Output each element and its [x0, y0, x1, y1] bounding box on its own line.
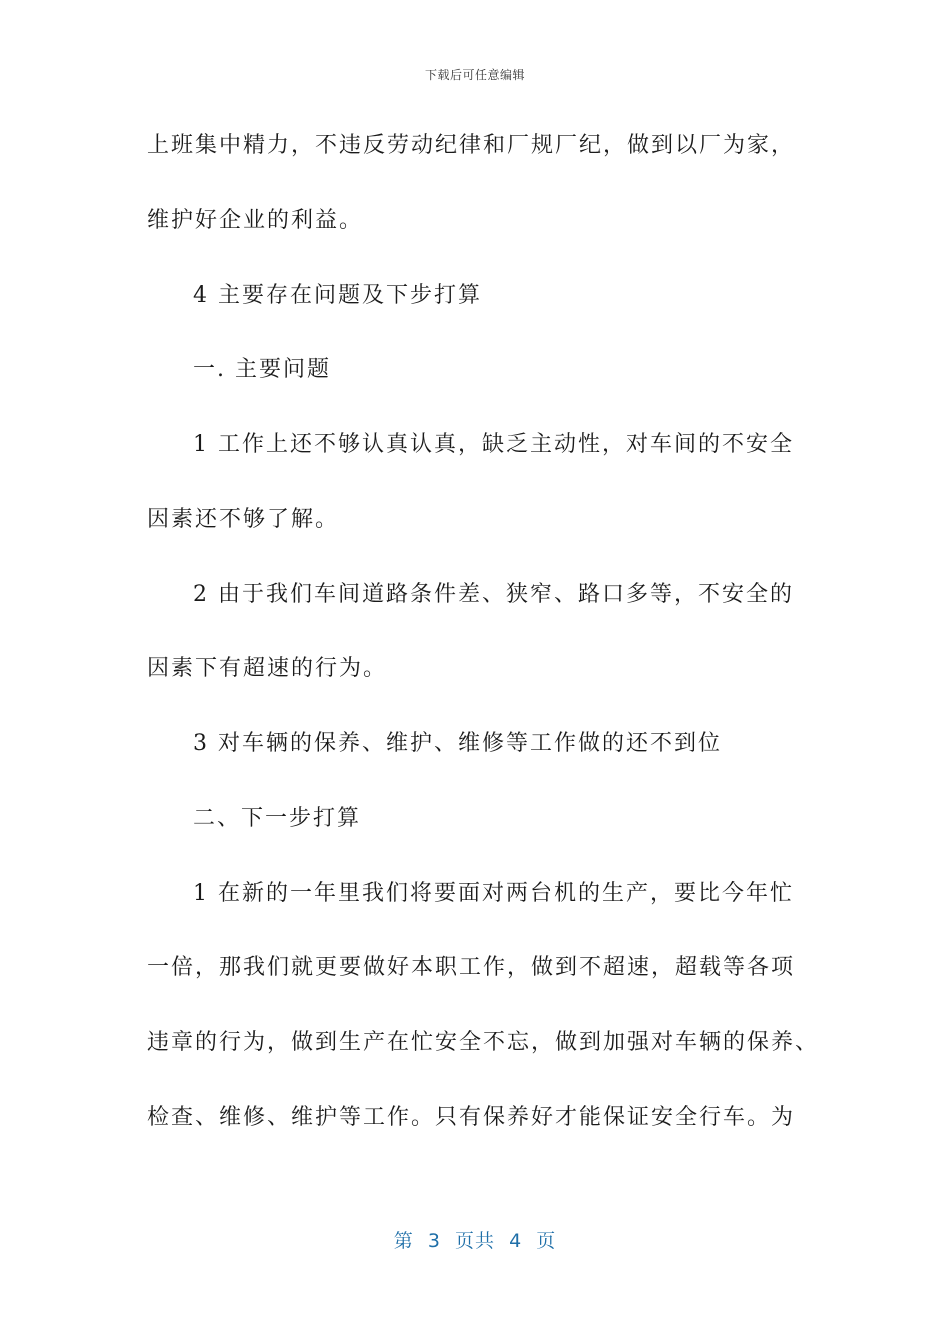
body-line-8: 因素下有超速的行为。: [147, 656, 388, 681]
section-heading-issues-and-plans: 4 主要存在问题及下步打算: [193, 283, 482, 308]
body-line-7: 2 由于我们车间道路条件差、狭窄、路口多等，不安全的: [193, 582, 794, 607]
subheading-main-issues: 一. 主要问题: [193, 357, 331, 382]
body-line-2: 维护好企业的利益。: [147, 208, 364, 233]
body-line-14: 检查、维修、维护等工作。只有保养好才能保证安全行车。为: [147, 1105, 796, 1130]
header-note: 下载后可任意编辑: [424, 68, 525, 82]
body-line-12: 一倍，那我们就更要做好本职工作，做到不超速，超载等各项: [147, 955, 796, 980]
body-line-5: 1 工作上还不够认真认真，缺乏主动性，对车间的不安全: [193, 432, 794, 457]
subheading-next-steps: 二、下一步打算: [193, 806, 362, 831]
body-line-1: 上班集中精力，不违反劳动纪律和厂规厂纪，做到以厂为家，: [147, 133, 796, 158]
body-line-9: 3 对车辆的保养、维护、维修等工作做的还不到位: [193, 731, 722, 756]
page-number: 第 3 页共 4 页: [393, 1230, 557, 1252]
body-line-13: 违章的行为，做到生产在忙安全不忘，做到加强对车辆的保养、: [147, 1030, 820, 1055]
body-line-11: 1 在新的一年里我们将要面对两台机的生产，要比今年忙: [193, 881, 794, 906]
body-line-6: 因素还不够了解。: [147, 507, 340, 532]
